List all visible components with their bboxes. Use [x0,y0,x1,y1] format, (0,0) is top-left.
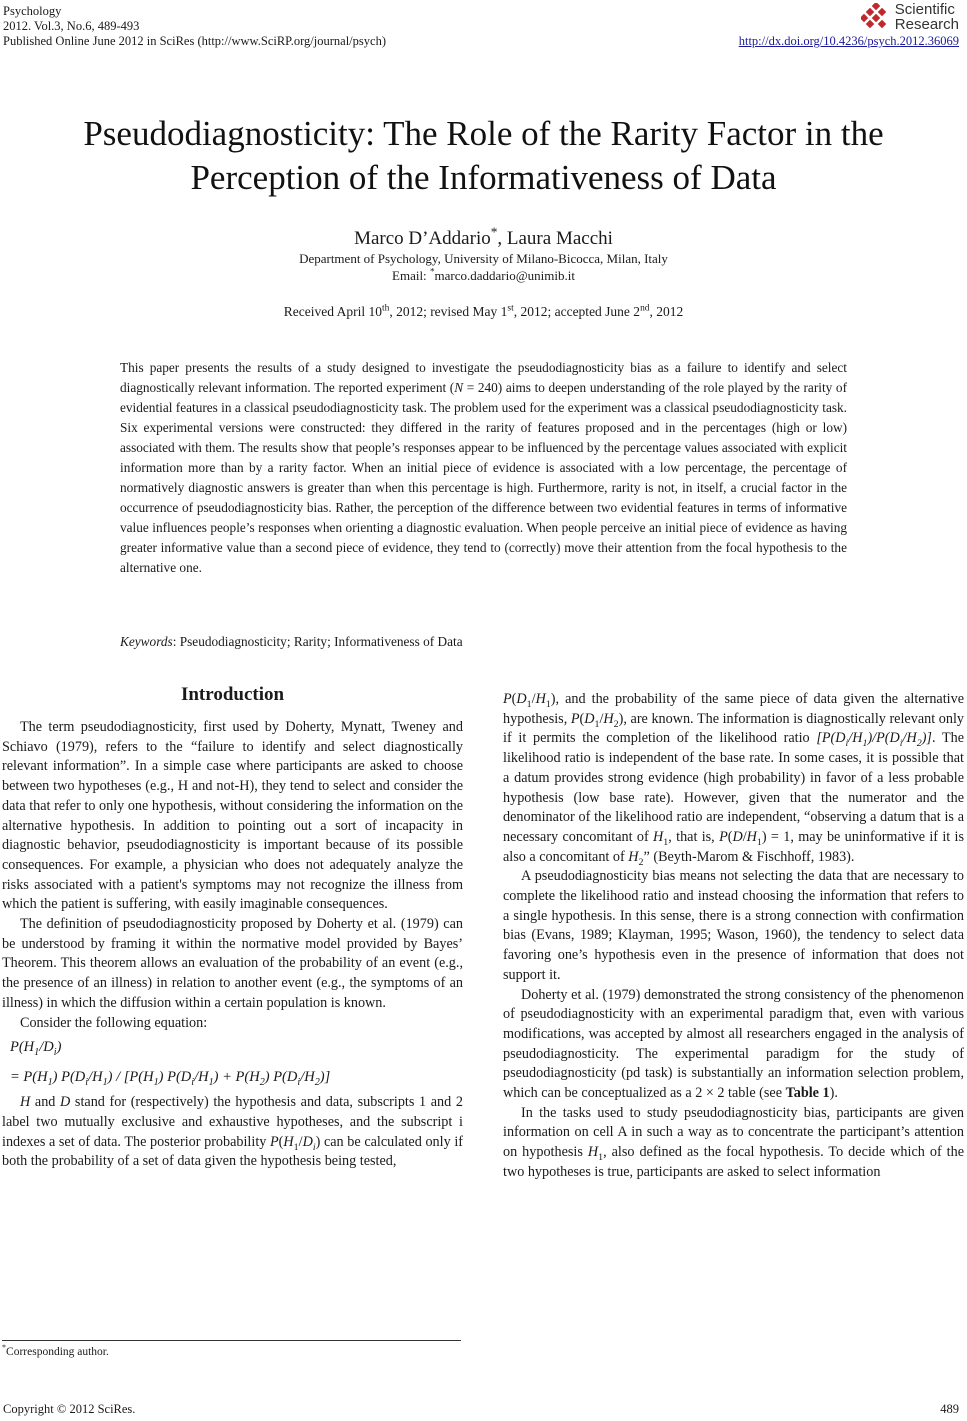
paper-title [0,112,967,200]
publication-info: Published Online June 2012 in SciRes (http://www.SciRP.org/journal/psych) [3,34,386,48]
logo-text-line1: Scientific [894,1,955,18]
affiliation-block [0,250,967,284]
footnote-divider [2,1340,461,1341]
footer-copyright: Copyright © 2012 SciRes. [3,1402,136,1416]
right-column [503,690,964,1183]
title-line-2: Perception of the Informativeness of Data [190,158,777,197]
footnote: *Corresponding author. [2,1343,109,1358]
paragraph: A pseudodiagnosticity bias means not selecting the data that are necessary to complete the likelihood ratio and instead choosing the information that refers to a single hypothesis. In this sense, there is a strong connection with confirmation bias (Evans, 1989; Klayman, 1995; Wason, 1960), the tendency to select data favoring one’s hypothesis even in the presence of information that does not support it. [503,868,964,983]
section-title-introduction: Introduction [180,684,285,705]
paragraph: Consider the following equation: [20,1014,208,1031]
journal-header [3,4,386,49]
logo-text-line2: Research [894,16,959,33]
received-dates: Received April 10th, 2012; revised May 1st, 2012; accepted June 2nd, 2012 [283,303,684,319]
abstract: This paper presents the results of a study designed to investigate the pseudodiagnosticity bias as a failure to identify and select diagnostically relevant information. The reported experiment (N = 240) aims to deepen understanding of the role played by the rarity of evidential features in a classical pseudodiagnosticity task. The problem used for the experiment was a classical pseudodiagnosticity task. Six experimental versions were constructed: they differed in the rarity of features proposed and in the percentages (high or low) associated with them. The results show that people’s responses appear to be influenced by the percentage values associated with explicit information more than by a rarity factor. When an initial piece of evidence is associated with a low percentage, the percentage of normatively diagnostic answers is greater than when this percentage is high. Furthermore, rarity is not, in itself, a crucial factor in the occurrence of pseudodiagnosticity bias. Rather, the perception of the difference between two evidential features in terms of informative value influences people’s responses when orienting a diagnostic evaluation. When people perceive an initial piece of evidence as having greater informative value than a second piece of evidence, they tend to (correctly) move their attention from the focal hypothesis to the alternative one. [120,360,847,575]
paragraph: H and D stand for (respectively) the hypothesis and data, subscripts 1 and 2 label two mutually exclusive and exhaustive hypotheses, and the subscript i indexes a set of data. The posterior probability $P(H_1/D_i)$ can be calculated only if both the probability of a set of data given the hypothesis being tested, [2,1094,463,1170]
affiliation: Department of Psychology, University of Milano-Bicocca, Milan, Italy [299,251,668,266]
journal-name: Psychology [3,4,62,18]
keywords [120,632,847,652]
left-column [2,718,463,1172]
logo-icon [861,3,891,31]
bayes-equation-lhs: $P(H_1/D_i)$ [10,1039,62,1059]
keywords-list: : Pseudodiagnosticity; Rarity; Informativeness of Data [172,634,463,649]
email: Email: *marco.daddario@unimib.it [392,266,575,283]
journal-volume: 2012. Vol.3, No.6, 489-493 [3,19,140,33]
page-number: 489 [940,1402,959,1416]
bayes-equation-rhs: = $P(H_1)$ $P(D_i/H_1) / [P(H_1) P(D_i/H_1) + P(H_2)$ $P(D_i/H_2)$] [10,1069,331,1089]
paragraph: Doherty et al. (1979) demonstrated the strong consistency of the phenomenon of pseudodiagnosticity with an experimental paradigm that, even with various modifications, was accepted by almost all researchers engaged in the analysis of pseudodiagnosticity. The experimental paradigm for the study of pseudodiagnosticity (pd task) is substantially an information selection problem, which can be conceptualized as a 2 × 2 table (see Table 1). [503,986,964,1102]
doi-link[interactable]: http://dx.doi.org/10.4236/psych.2012.36069 [738,34,959,48]
paragraph: The definition of pseudodiagnosticity proposed by Doherty et al. (1979) can be understood by framing it within the normative model provided by Bayes’ Theorem. This theorem allows an evaluation of the probability of an event (e.g., the presence of an illness) in relation to another event (e.g., the symptoms of an illness) in which the diffusion within a certain population is known. [2,916,463,1011]
scientific-research-logo [861,2,959,32]
authors: Marco D’Addario*, Laura Macchi [354,224,613,249]
paragraph: In the tasks used to study pseudodiagnosticity bias, participants are given information on cell A in such a way as to concentrate the participant’s attention on hypothesis $H_1$, also defined as the focal hypothesis. To decide which of the two hypotheses is true, participants are asked to select information [503,1104,964,1180]
keywords-label: Keywords [120,634,173,649]
paragraph: The term pseudodiagnosticity, first used by Doherty, Mynatt, Tweney and Schiavo (1979), refers to the “failure to identify and select diagnostically relevant information”. In a simple case where participants are asked to choose between two hypotheses (e.g., H and not-H), they tend to select and consider the data that refer to only one hypothesis, without considering the information on the alternative hypothesis. In addition to pointing out a sort of incapacity in diagnostic behavior, pseudodiagnosticity is important because of its possible consequences. For example, a physician who does not adequately analyze the risks associated with a patient's symptoms may not recognize the illness from which the patient is suffering, with easily imaginable consequences. [2,719,463,913]
paragraph: $P(D_1/H_1)$, and the probability of the same piece of data given the alternative hypothesis, $P(D_1/H_2)$, are known. The information is diagnostically relevant only if it permits the completion of the likelihood ratio $[P(D_i/H_1)/P(D_i/H_2)]$. The likelihood ratio is independent of the base rate. In some cases, it is possible that a datum provides strong evidence (high probability) in favor of a less probable hypothesis (low base rate). However, given that the numerator and the denominator of the likelihood ratio are independent, “observing a datum that is a necessary concomitant of $H_1$, that is, $P(D/H_1) = 1$, may be uninformative if it is also a concomitant of $H_2$” (Beyth-Marom & Fischhoff, 1983). [503,691,964,868]
title-line-1: Pseudodiagnosticity: The Role of the Rarity Factor in the [83,114,884,153]
doi-container [739,34,959,49]
